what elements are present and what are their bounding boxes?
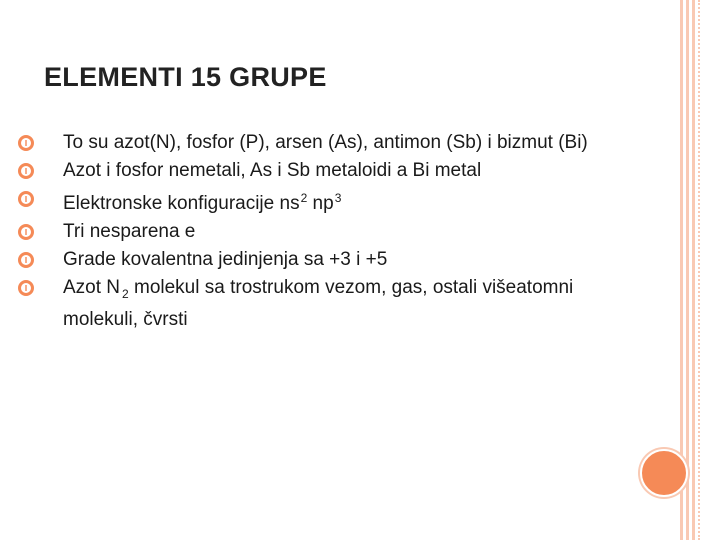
ring-bullet-icon — [18, 135, 34, 151]
ring-bullet-icon — [18, 163, 34, 179]
bullet-item — [18, 219, 638, 244]
ring-bullet-icon — [18, 280, 34, 296]
bullet-item — [18, 247, 638, 272]
right-rule-line — [686, 0, 689, 540]
bullet-text: Tri nesparena e — [63, 221, 196, 242]
subscript: 2 — [122, 287, 129, 301]
slide-title: ELEMENTI 15 GRUPE — [44, 62, 327, 93]
bullet-text: Grade kovalentna jedinjenja sa +3 i +5 — [63, 249, 388, 270]
right-dotted-line — [698, 0, 700, 540]
orange-circle-icon — [640, 449, 688, 497]
bullet-text: Elektronske konfiguracije ns — [63, 193, 300, 214]
right-rule-line — [692, 0, 695, 540]
bullet-item — [18, 130, 638, 155]
bullet-text: np — [307, 193, 334, 214]
superscript: 3 — [334, 191, 342, 205]
superscript: 2 — [300, 191, 308, 205]
bullet-text: To su azot(N), fosfor (P), arsen (As), antimon (Sb) i bizmut (Bi) — [63, 132, 588, 153]
ring-bullet-icon — [18, 191, 34, 207]
bullet-item — [18, 275, 638, 332]
ring-bullet-icon — [18, 224, 34, 240]
bullet-text: Azot N — [63, 277, 121, 298]
ring-bullet-icon — [18, 252, 34, 268]
bullet-text: Azot i fosfor nemetali, As i Sb metaloidi a Bi metal — [63, 160, 482, 181]
bullet-item — [18, 158, 638, 183]
bullet-text: molekul sa trostrukom vezom, gas, ostali višeatomni molekuli, čvrsti — [63, 277, 574, 330]
bullet-item — [18, 186, 638, 216]
bullet-list — [18, 130, 638, 332]
